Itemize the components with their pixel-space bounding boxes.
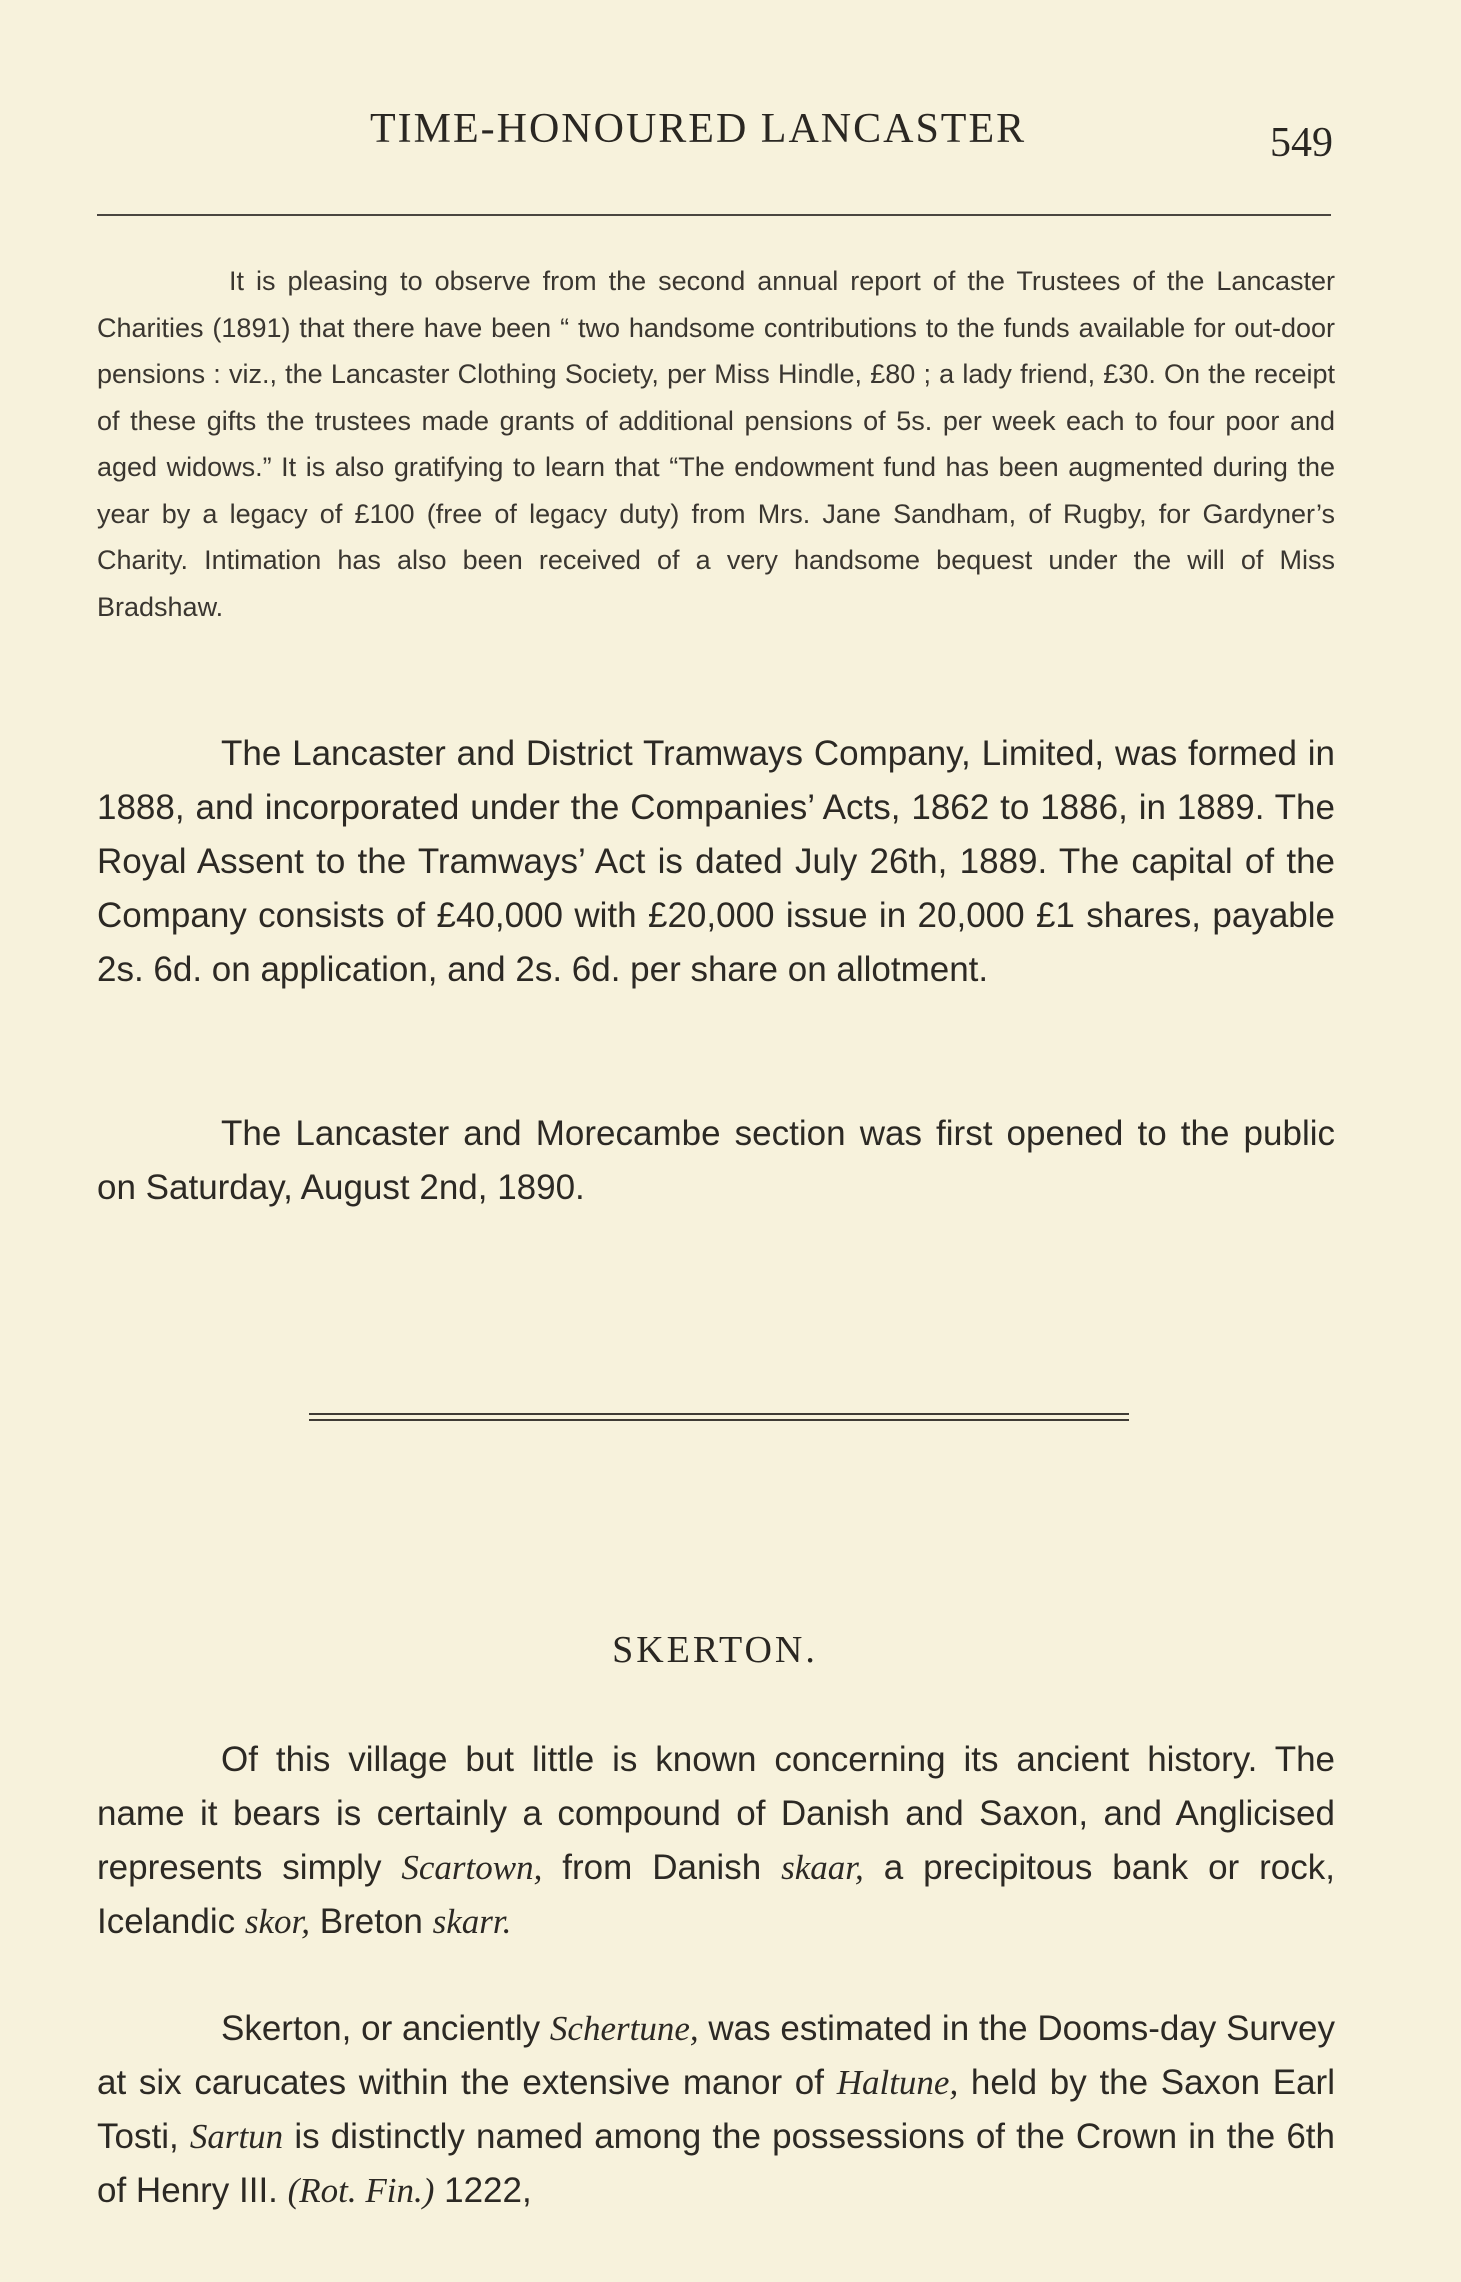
skerton-paragraph-1-text	[97, 1733, 1335, 1949]
text-run: Of this village but little is known concerning its ancient history. The name it bears is certainly a compound of Danish and Saxon, and Anglicised represents simply	[97, 1740, 1335, 1887]
divider-line-bottom	[309, 1419, 1129, 1421]
section-heading-skerton: SKERTON.	[612, 1629, 818, 1671]
text-run: a precipitous bank or rock, Icelandic	[97, 1848, 1335, 1941]
text-run: held by the Saxon Earl Tosti,	[97, 2063, 1335, 2156]
page-number: 549	[1270, 120, 1333, 166]
skerton-paragraph-2	[97, 2002, 1335, 2218]
running-title: TIME-HONOURED LANCASTER	[370, 106, 1027, 152]
italic-citation-rot-fin: (Rot. Fin.)	[287, 2171, 435, 2210]
header-rule	[97, 214, 1331, 216]
italic-term-haltune: Haltune,	[836, 2063, 959, 2102]
tramways-paragraph	[97, 727, 1335, 997]
morecambe-text: The Lancaster and Morecambe section was first opened to the public on Saturday, August 2nd, 1890.	[97, 1114, 1335, 1207]
italic-term-skor: skor,	[244, 1902, 311, 1941]
italic-term-skarr: skarr.	[432, 1902, 512, 1941]
divider-line-top	[309, 1413, 1129, 1415]
text-run: from Danish	[542, 1848, 782, 1887]
skerton-paragraph-1	[97, 1733, 1335, 1949]
quoted-report-text: It is pleasing to observe from the second annual report of the Trustees of the Lancaster Charities (1891) that there have been “ two handsome contributions to the funds available for out-door pensions : viz., the Lancaster Clothing Society, per Miss Hindle, £80 ; a lady friend, £30. On the receipt of these gifts the trustees made grants of additional pensions of 5s. per week each to four poor and aged widows.” It is also gratifying to learn that “The endowment fund has been augmented during the year by a legacy of £100 (free of legacy duty) from Mrs. Jane Sandham, of Rugby, for Gardyner’s Charity. Intimation has also been received of a very handsome bequest under the will of Miss Bradshaw.	[97, 266, 1335, 622]
morecambe-paragraph	[97, 1107, 1335, 1215]
text-run: Breton	[310, 1902, 433, 1941]
text-run: is distinctly named among the possessions of the Crown in the 6th of Henry III.	[97, 2117, 1335, 2210]
italic-term-skaar: skaar,	[781, 1848, 864, 1887]
text-run: Skerton, or anciently	[221, 2009, 550, 2048]
tramways-text: The Lancaster and District Tramways Company, Limited, was formed in 1888, and incorporated under the Companies’ Acts, 1862 to 1886, in 1889. The Royal Assent to the Tramways’ Act is dated July 26th, 1889. The capital of the Company consists of £40,000 with £20,000 issue in 20,000 £1 shares, payable 2s. 6d. on application, and 2s. 6d. per share on allotment.	[97, 734, 1335, 989]
text-run: 1222,	[434, 2171, 532, 2210]
skerton-paragraph-2-text	[97, 2002, 1335, 2218]
italic-term-sartun: Sartun	[189, 2117, 284, 2156]
section-divider	[309, 1413, 1129, 1422]
italic-term-schertune: Schertune,	[549, 2009, 699, 2048]
text-run: was estimated in the Dooms-day Survey at six carucates within the extensive manor of	[97, 2009, 1335, 2102]
running-head	[0, 105, 1461, 165]
quoted-report-paragraph	[97, 258, 1335, 630]
italic-term-scartown: Scartown,	[401, 1848, 543, 1887]
